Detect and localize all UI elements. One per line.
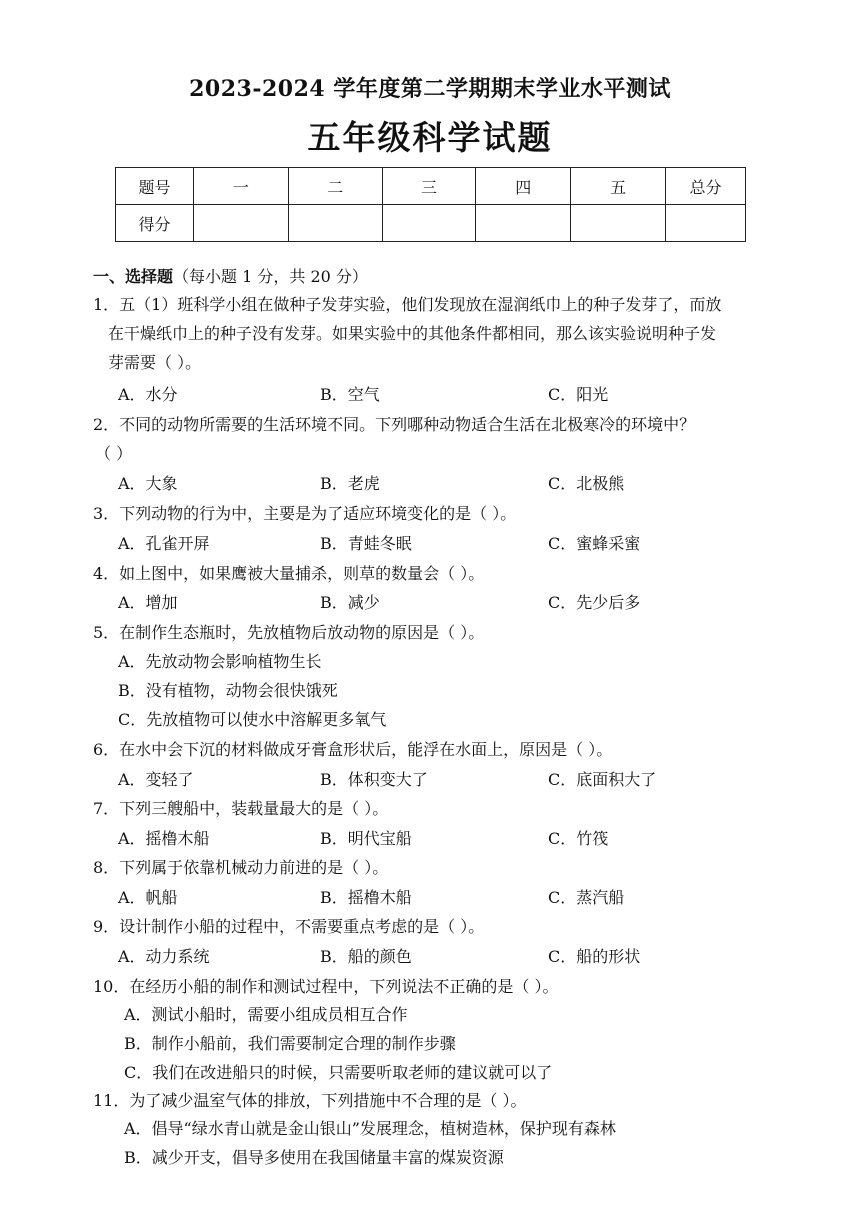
question-7-options [118, 826, 778, 855]
exam-title: 2023-2024 学年度第二学期期末学业水平测试 [189, 76, 671, 102]
score-input-cell[interactable] [382, 205, 476, 242]
option-a[interactable]: A．帆船 [118, 888, 178, 907]
option-c[interactable]: C．蜜蜂采蜜 [548, 534, 641, 553]
option-a[interactable]: A．大象 [118, 474, 178, 493]
option-b[interactable]: B．老虎 [320, 474, 380, 493]
question-11-line-1: 11．为了减少温室气体的排放，下列措施中不合理的是（ ）。 [93, 1091, 527, 1110]
option-a[interactable]: A．水分 [118, 385, 178, 404]
question-2-line-1: 2．不同的动物所需要的生活环境不同。下列哪种动物适合生活在北极寒冷的环境中？ [93, 415, 696, 434]
question-6-options [118, 767, 778, 796]
question-4-line-1: 4．如上图中，如果鹰被大量捕杀，则草的数量会（ ）。 [93, 564, 485, 583]
option-a[interactable]: A．变轻了 [118, 770, 194, 789]
question-3-line-1: 3．下列动物的行为中，主要是为了适应环境变化的是（ ）。 [93, 504, 517, 523]
score-cell: 题号 [116, 168, 194, 205]
option-b[interactable]: B．减少 [320, 593, 380, 612]
question-7-line-1: 7．下列三艘船中，装载量最大的是（ ）。 [93, 799, 389, 818]
question-2-options [118, 471, 778, 500]
score-cell: 总分 [665, 168, 745, 205]
score-input-cell[interactable] [476, 205, 571, 242]
question-1-line-2: 在干燥纸巾上的种子没有发芽。如果实验中的其他条件都相同，那么该实验说明种子发 [108, 324, 717, 343]
question-9-line-1: 9．设计制作小船的过程中，不需要重点考虑的是（ ）。 [93, 917, 485, 936]
score-cell: 三 [382, 168, 476, 205]
option-a[interactable]: A．摇橹木船 [118, 829, 210, 848]
option-c[interactable]: C．阳光 [548, 385, 609, 404]
question-2-line-2: （ ） [95, 444, 133, 463]
option-b[interactable]: B．青蛙冬眠 [320, 534, 412, 553]
score-cell: 得分 [116, 205, 194, 242]
option-a[interactable]: A．先放动物会影响植物生长 [118, 652, 322, 671]
section-heading [93, 264, 368, 287]
option-a[interactable]: A．倡导“绿水青山就是金山银山”发展理念，植树造林，保护现有森林 [124, 1119, 616, 1138]
score-input-cell[interactable] [288, 205, 382, 242]
option-a[interactable]: A．增加 [118, 593, 178, 612]
score-input-cell[interactable] [194, 205, 289, 242]
score-cell: 一 [194, 168, 289, 205]
question-1-line-1: 1．五（1）班科学小组在做种子发芽实验，他们发现放在湿润纸巾上的种子发芽了，而放 [93, 295, 722, 314]
score-table [115, 167, 746, 242]
question-10-line-1: 10．在经历小船的制作和测试过程中，下列说法不正确的是（ ）。 [93, 977, 559, 996]
score-cell: 四 [476, 168, 571, 205]
question-6-line-1: 6．在水中会下沉的材料做成牙膏盒形状后，能浮在水面上，原因是（ ）。 [93, 740, 613, 759]
score-table-header-row [116, 168, 746, 205]
option-b[interactable]: B．空气 [320, 385, 380, 404]
question-8-line-1: 8．下列属于依靠机械动力前进的是（ ）。 [93, 858, 389, 877]
score-cell: 二 [288, 168, 382, 205]
option-a[interactable]: A．测试小船时，需要小组成员相互合作 [124, 1005, 408, 1024]
option-c[interactable]: C．底面积大了 [548, 770, 657, 789]
exam-subtitle: 五年级科学试题 [307, 118, 553, 157]
question-9-options [118, 944, 778, 973]
question-4-options [118, 590, 778, 619]
option-c[interactable]: C．先放植物可以使水中溶解更多氧气 [118, 710, 387, 729]
option-c[interactable]: C．竹筏 [548, 829, 609, 848]
option-b[interactable]: B．明代宝船 [320, 829, 412, 848]
option-a[interactable]: A．孔雀开屏 [118, 534, 210, 553]
section-title: 一、选择题 [93, 267, 174, 286]
option-c[interactable]: C．我们在改进船只的时候，只需要听取老师的建议就可以了 [124, 1063, 553, 1082]
option-c[interactable]: C．蒸汽船 [548, 888, 625, 907]
option-c[interactable]: C．北极熊 [548, 474, 625, 493]
question-1-line-3: 芽需要（ ）。 [108, 353, 202, 372]
option-a[interactable]: A．动力系统 [118, 947, 210, 966]
option-b[interactable]: B．船的颜色 [320, 947, 412, 966]
question-8-options [118, 885, 778, 914]
option-c[interactable]: C．船的形状 [548, 947, 641, 966]
option-b[interactable]: B．摇橹木船 [320, 888, 412, 907]
option-b[interactable]: B．减少开支，倡导多使用在我国储量丰富的煤炭资源 [124, 1148, 504, 1167]
option-b[interactable]: B．制作小船前，我们需要制定合理的制作步骤 [124, 1034, 456, 1053]
score-table-score-row [116, 205, 746, 242]
section-note: （每小题 1 分，共 20 分） [173, 267, 368, 286]
option-b[interactable]: B．体积变大了 [320, 770, 428, 789]
score-cell: 五 [571, 168, 666, 205]
question-3-options [118, 531, 778, 560]
question-1-options [118, 382, 778, 411]
option-b[interactable]: B．没有植物，动物会很快饿死 [118, 681, 338, 700]
score-input-cell[interactable] [665, 205, 745, 242]
question-5-line-1: 5．在制作生态瓶时，先放植物后放动物的原因是（ ）。 [93, 623, 485, 642]
score-input-cell[interactable] [571, 205, 666, 242]
option-c[interactable]: C．先少后多 [548, 593, 641, 612]
